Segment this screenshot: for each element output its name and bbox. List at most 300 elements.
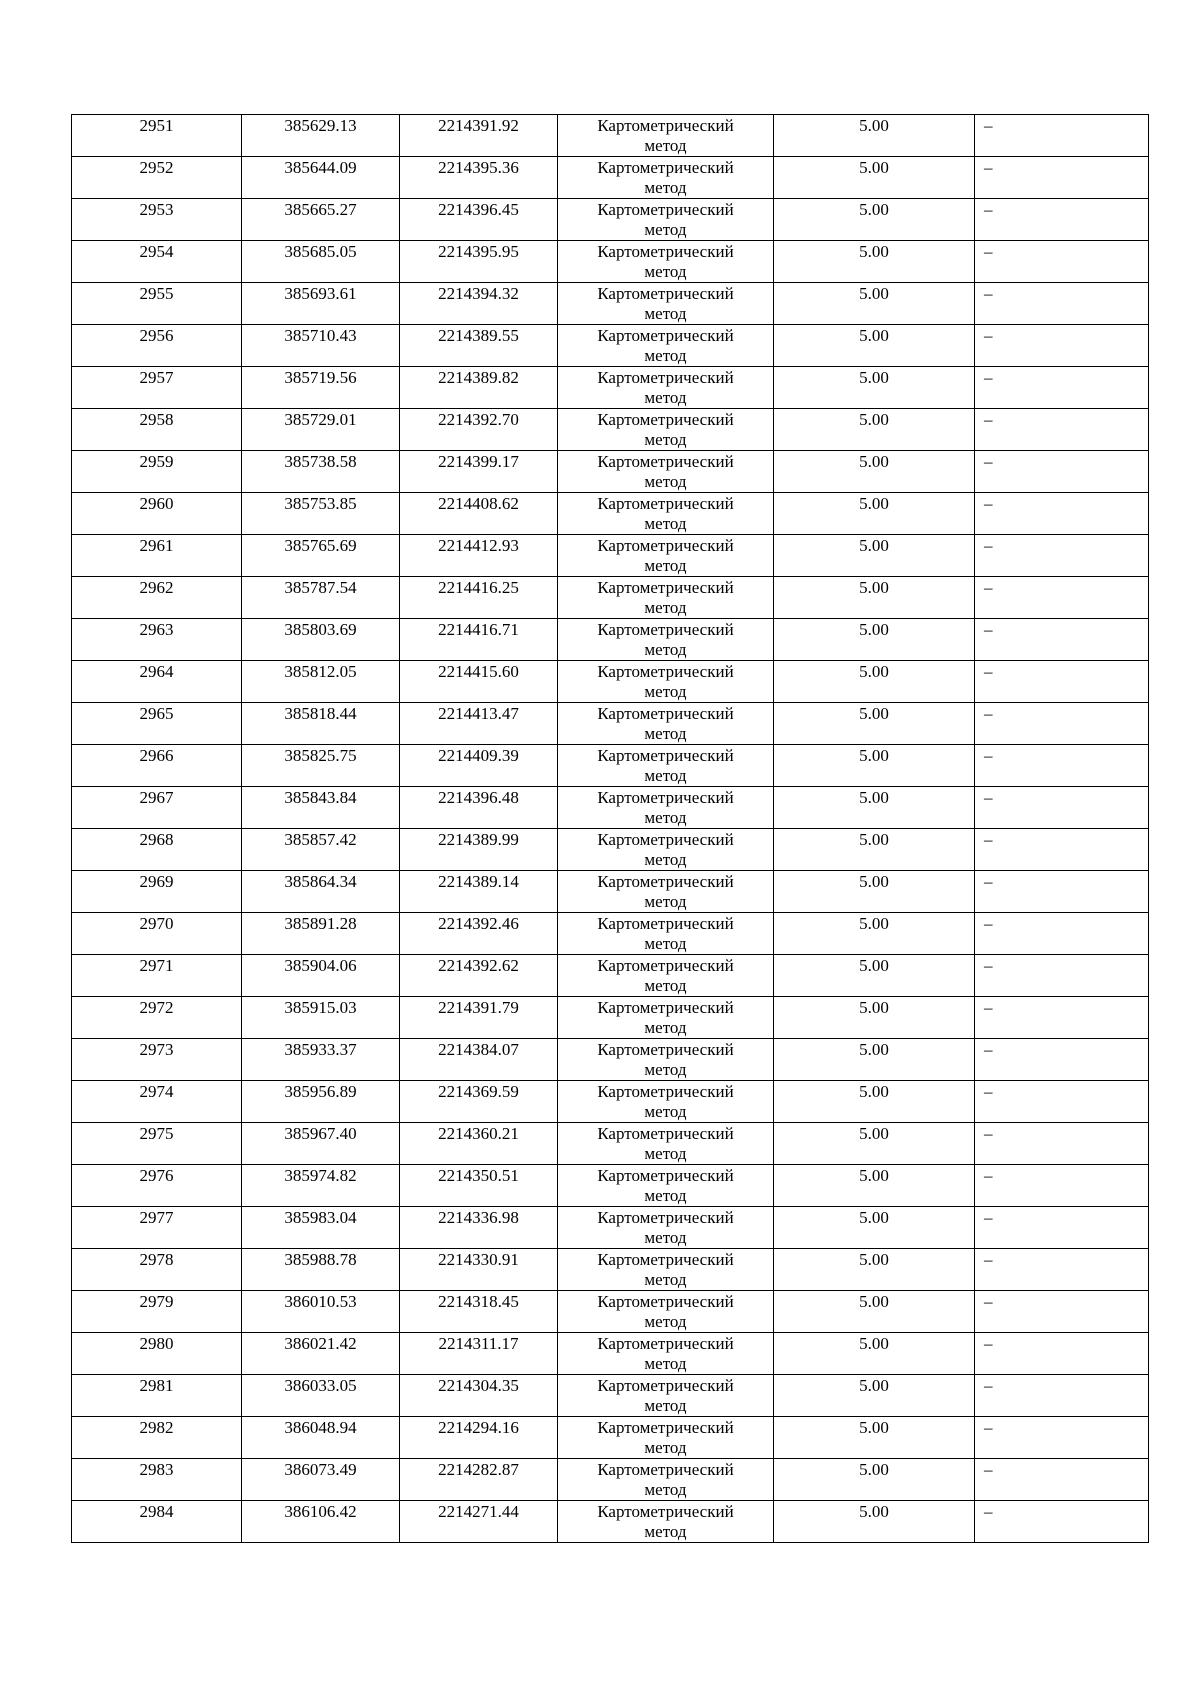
table-row xyxy=(72,367,1149,409)
y-coordinate-cell xyxy=(400,1165,558,1207)
y-value: 2214350.51 xyxy=(438,1166,519,1185)
y-value: 2214360.21 xyxy=(438,1124,519,1143)
y-coordinate-cell xyxy=(400,829,558,871)
method-cell xyxy=(558,955,774,997)
point-number-cell xyxy=(72,1459,242,1501)
method-text: метод xyxy=(644,808,687,827)
x-coordinate-cell xyxy=(242,913,400,955)
y-coordinate-cell xyxy=(400,199,558,241)
note-value: – xyxy=(984,1250,993,1269)
method-text: метод xyxy=(644,220,687,239)
y-coordinate-cell xyxy=(400,619,558,661)
accuracy-cell xyxy=(774,1123,975,1165)
y-coordinate-cell xyxy=(400,451,558,493)
method-cell xyxy=(558,871,774,913)
method-text: Картометрический xyxy=(597,956,734,975)
note-value: – xyxy=(984,116,993,135)
note-cell xyxy=(975,829,1149,871)
point-number-cell xyxy=(72,619,242,661)
accuracy-value: 5.00 xyxy=(859,1040,889,1059)
x-coordinate-cell xyxy=(242,661,400,703)
x-coordinate-cell xyxy=(242,535,400,577)
method-cell xyxy=(558,535,774,577)
point-number-cell xyxy=(72,1123,242,1165)
method-text: Картометрический xyxy=(597,578,734,597)
table-row xyxy=(72,1165,1149,1207)
method-text: метод xyxy=(644,1522,687,1541)
n-value: 2973 xyxy=(139,1040,174,1059)
method-text: метод xyxy=(644,1438,687,1457)
method-cell xyxy=(558,1501,774,1543)
table-row xyxy=(72,325,1149,367)
y-coordinate-cell xyxy=(400,1207,558,1249)
point-number-cell xyxy=(72,157,242,199)
note-value: – xyxy=(984,998,993,1017)
x-value: 385857.42 xyxy=(284,830,357,849)
method-text: Картометрический xyxy=(597,1502,734,1521)
x-value: 385864.34 xyxy=(284,872,357,891)
method-text: Картометрический xyxy=(597,1376,734,1395)
method-cell xyxy=(558,619,774,661)
table-row xyxy=(72,1333,1149,1375)
point-number-cell xyxy=(72,1417,242,1459)
point-number-cell xyxy=(72,1249,242,1291)
x-coordinate-cell xyxy=(242,787,400,829)
point-number-cell xyxy=(72,829,242,871)
accuracy-cell xyxy=(774,1165,975,1207)
table-row xyxy=(72,1039,1149,1081)
n-value: 2977 xyxy=(139,1208,174,1227)
method-text: метод xyxy=(644,178,687,197)
accuracy-cell xyxy=(774,535,975,577)
x-value: 385956.89 xyxy=(284,1082,357,1101)
note-cell xyxy=(975,115,1149,157)
note-cell xyxy=(975,619,1149,661)
table-row xyxy=(72,661,1149,703)
method-text: метод xyxy=(644,640,687,659)
note-cell xyxy=(975,409,1149,451)
accuracy-cell xyxy=(774,829,975,871)
y-value: 2214369.59 xyxy=(438,1082,519,1101)
accuracy-value: 5.00 xyxy=(859,1502,889,1521)
point-number-cell xyxy=(72,199,242,241)
table-row xyxy=(72,997,1149,1039)
table-row xyxy=(72,199,1149,241)
method-cell xyxy=(558,1249,774,1291)
accuracy-cell xyxy=(774,1417,975,1459)
point-number-cell xyxy=(72,1039,242,1081)
accuracy-cell xyxy=(774,157,975,199)
note-value: – xyxy=(984,1502,993,1521)
note-cell xyxy=(975,1249,1149,1291)
table-body xyxy=(72,115,1149,1543)
x-coordinate-cell xyxy=(242,1081,400,1123)
y-coordinate-cell xyxy=(400,745,558,787)
x-value: 385665.27 xyxy=(284,200,357,219)
accuracy-value: 5.00 xyxy=(859,1376,889,1395)
n-value: 2984 xyxy=(139,1502,174,1521)
y-value: 2214336.98 xyxy=(438,1208,519,1227)
x-value: 386010.53 xyxy=(284,1292,357,1311)
method-text: метод xyxy=(644,304,687,323)
method-text: метод xyxy=(644,388,687,407)
method-text: метод xyxy=(644,1018,687,1037)
x-coordinate-cell xyxy=(242,1039,400,1081)
note-cell xyxy=(975,577,1149,619)
note-value: – xyxy=(984,1082,993,1101)
n-value: 2981 xyxy=(139,1376,174,1395)
method-cell xyxy=(558,1207,774,1249)
table-row xyxy=(72,1249,1149,1291)
x-value: 385891.28 xyxy=(284,914,357,933)
y-coordinate-cell xyxy=(400,1081,558,1123)
accuracy-cell xyxy=(774,493,975,535)
note-value: – xyxy=(984,1460,993,1479)
y-coordinate-cell xyxy=(400,1333,558,1375)
x-coordinate-cell xyxy=(242,745,400,787)
table-row xyxy=(72,115,1149,157)
n-value: 2956 xyxy=(139,326,174,345)
method-cell xyxy=(558,283,774,325)
accuracy-cell xyxy=(774,115,975,157)
method-text: метод xyxy=(644,1102,687,1121)
method-text: Картометрический xyxy=(597,116,734,135)
y-value: 2214389.55 xyxy=(438,326,519,345)
n-value: 2971 xyxy=(139,956,174,975)
table-row xyxy=(72,955,1149,997)
method-text: метод xyxy=(644,766,687,785)
method-cell xyxy=(558,199,774,241)
accuracy-cell xyxy=(774,325,975,367)
table-row xyxy=(72,703,1149,745)
point-number-cell xyxy=(72,115,242,157)
y-value: 2214389.14 xyxy=(438,872,519,891)
x-value: 385818.44 xyxy=(284,704,357,723)
y-coordinate-cell xyxy=(400,409,558,451)
method-cell xyxy=(558,913,774,955)
note-cell xyxy=(975,283,1149,325)
y-coordinate-cell xyxy=(400,955,558,997)
accuracy-value: 5.00 xyxy=(859,620,889,639)
note-cell xyxy=(975,997,1149,1039)
note-cell xyxy=(975,1123,1149,1165)
x-coordinate-cell xyxy=(242,577,400,619)
method-text: метод xyxy=(644,1270,687,1289)
accuracy-value: 5.00 xyxy=(859,158,889,177)
accuracy-value: 5.00 xyxy=(859,1418,889,1437)
method-text: Картометрический xyxy=(597,326,734,345)
method-text: метод xyxy=(644,430,687,449)
note-cell xyxy=(975,199,1149,241)
accuracy-cell xyxy=(774,1333,975,1375)
x-value: 386021.42 xyxy=(284,1334,357,1353)
method-cell xyxy=(558,367,774,409)
x-value: 385719.56 xyxy=(284,368,357,387)
accuracy-value: 5.00 xyxy=(859,410,889,429)
note-value: – xyxy=(984,704,993,723)
method-cell xyxy=(558,1375,774,1417)
y-value: 2214391.79 xyxy=(438,998,519,1017)
accuracy-value: 5.00 xyxy=(859,830,889,849)
note-value: – xyxy=(984,410,993,429)
method-text: Картометрический xyxy=(597,452,734,471)
accuracy-cell xyxy=(774,199,975,241)
table-row xyxy=(72,451,1149,493)
note-cell xyxy=(975,1501,1149,1543)
note-cell xyxy=(975,157,1149,199)
point-number-cell xyxy=(72,1375,242,1417)
x-coordinate-cell xyxy=(242,1207,400,1249)
x-value: 385967.40 xyxy=(284,1124,357,1143)
y-coordinate-cell xyxy=(400,871,558,913)
note-cell xyxy=(975,493,1149,535)
method-text: Картометрический xyxy=(597,1418,734,1437)
method-cell xyxy=(558,409,774,451)
table-row xyxy=(72,913,1149,955)
method-text: Картометрический xyxy=(597,1082,734,1101)
y-value: 2214311.17 xyxy=(438,1334,519,1353)
method-text: метод xyxy=(644,1396,687,1415)
note-value: – xyxy=(984,1124,993,1143)
note-value: – xyxy=(984,326,993,345)
note-value: – xyxy=(984,1418,993,1437)
y-value: 2214384.07 xyxy=(438,1040,519,1059)
y-value: 2214416.25 xyxy=(438,578,519,597)
n-value: 2974 xyxy=(139,1082,174,1101)
x-coordinate-cell xyxy=(242,157,400,199)
x-coordinate-cell xyxy=(242,241,400,283)
table-row xyxy=(72,493,1149,535)
accuracy-cell xyxy=(774,1039,975,1081)
y-coordinate-cell xyxy=(400,241,558,283)
x-coordinate-cell xyxy=(242,493,400,535)
n-value: 2962 xyxy=(139,578,174,597)
n-value: 2953 xyxy=(139,200,174,219)
note-cell xyxy=(975,1375,1149,1417)
method-text: метод xyxy=(644,976,687,995)
table-row xyxy=(72,577,1149,619)
table-row xyxy=(72,619,1149,661)
table-row xyxy=(72,1207,1149,1249)
y-coordinate-cell xyxy=(400,661,558,703)
accuracy-cell xyxy=(774,703,975,745)
table-row xyxy=(72,871,1149,913)
accuracy-value: 5.00 xyxy=(859,1166,889,1185)
point-number-cell xyxy=(72,703,242,745)
point-number-cell xyxy=(72,1333,242,1375)
method-cell xyxy=(558,1417,774,1459)
y-coordinate-cell xyxy=(400,157,558,199)
note-value: – xyxy=(984,284,993,303)
y-value: 2214391.92 xyxy=(438,116,519,135)
x-coordinate-cell xyxy=(242,325,400,367)
method-text: Картометрический xyxy=(597,872,734,891)
y-coordinate-cell xyxy=(400,787,558,829)
accuracy-cell xyxy=(774,1291,975,1333)
x-value: 386033.05 xyxy=(284,1376,357,1395)
accuracy-value: 5.00 xyxy=(859,1208,889,1227)
method-text: Картометрический xyxy=(597,830,734,849)
note-value: – xyxy=(984,788,993,807)
n-value: 2967 xyxy=(139,788,174,807)
method-text: Картометрический xyxy=(597,620,734,639)
accuracy-value: 5.00 xyxy=(859,1250,889,1269)
method-text: метод xyxy=(644,346,687,365)
accuracy-value: 5.00 xyxy=(859,1460,889,1479)
n-value: 2964 xyxy=(139,662,174,681)
y-coordinate-cell xyxy=(400,1417,558,1459)
x-value: 385710.43 xyxy=(284,326,357,345)
note-cell xyxy=(975,1207,1149,1249)
y-value: 2214389.99 xyxy=(438,830,519,849)
table-row xyxy=(72,745,1149,787)
accuracy-value: 5.00 xyxy=(859,200,889,219)
x-value: 385825.75 xyxy=(284,746,357,765)
note-value: – xyxy=(984,914,993,933)
note-value: – xyxy=(984,368,993,387)
method-text: метод xyxy=(644,1480,687,1499)
y-coordinate-cell xyxy=(400,1123,558,1165)
method-cell xyxy=(558,997,774,1039)
method-cell xyxy=(558,703,774,745)
y-value: 2214395.95 xyxy=(438,242,519,261)
point-number-cell xyxy=(72,871,242,913)
point-number-cell xyxy=(72,409,242,451)
method-text: Картометрический xyxy=(597,200,734,219)
y-value: 2214396.48 xyxy=(438,788,519,807)
accuracy-cell xyxy=(774,241,975,283)
note-value: – xyxy=(984,830,993,849)
x-value: 385685.05 xyxy=(284,242,357,261)
note-cell xyxy=(975,1081,1149,1123)
method-text: метод xyxy=(644,472,687,491)
method-text: Картометрический xyxy=(597,746,734,765)
method-text: Картометрический xyxy=(597,1334,734,1353)
accuracy-value: 5.00 xyxy=(859,1292,889,1311)
method-cell xyxy=(558,241,774,283)
note-cell xyxy=(975,1165,1149,1207)
note-cell xyxy=(975,745,1149,787)
accuracy-cell xyxy=(774,871,975,913)
accuracy-value: 5.00 xyxy=(859,242,889,261)
note-cell xyxy=(975,913,1149,955)
x-value: 385974.82 xyxy=(284,1166,357,1185)
accuracy-cell xyxy=(774,1207,975,1249)
note-value: – xyxy=(984,1208,993,1227)
method-text: метод xyxy=(644,892,687,911)
method-text: метод xyxy=(644,850,687,869)
x-coordinate-cell xyxy=(242,451,400,493)
accuracy-cell xyxy=(774,955,975,997)
y-value: 2214399.17 xyxy=(438,452,519,471)
method-cell xyxy=(558,1291,774,1333)
method-text: метод xyxy=(644,556,687,575)
note-value: – xyxy=(984,1292,993,1311)
n-value: 2952 xyxy=(139,158,174,177)
x-value: 386106.42 xyxy=(284,1502,357,1521)
n-value: 2955 xyxy=(139,284,174,303)
point-number-cell xyxy=(72,325,242,367)
method-text: Картометрический xyxy=(597,662,734,681)
method-cell xyxy=(558,1165,774,1207)
accuracy-cell xyxy=(774,1501,975,1543)
x-value: 385915.03 xyxy=(284,998,357,1017)
accuracy-cell xyxy=(774,409,975,451)
method-cell xyxy=(558,157,774,199)
n-value: 2961 xyxy=(139,536,174,555)
x-value: 385988.78 xyxy=(284,1250,357,1269)
note-cell xyxy=(975,871,1149,913)
y-coordinate-cell xyxy=(400,535,558,577)
n-value: 2966 xyxy=(139,746,174,765)
accuracy-value: 5.00 xyxy=(859,914,889,933)
accuracy-value: 5.00 xyxy=(859,956,889,975)
note-value: – xyxy=(984,956,993,975)
x-coordinate-cell xyxy=(242,703,400,745)
method-text: Картометрический xyxy=(597,1040,734,1059)
x-coordinate-cell xyxy=(242,997,400,1039)
x-coordinate-cell xyxy=(242,1501,400,1543)
note-cell xyxy=(975,1417,1149,1459)
accuracy-value: 5.00 xyxy=(859,326,889,345)
x-value: 385693.61 xyxy=(284,284,357,303)
n-value: 2951 xyxy=(139,116,174,135)
method-text: Картометрический xyxy=(597,494,734,513)
point-number-cell xyxy=(72,955,242,997)
table-row xyxy=(72,1459,1149,1501)
coordinates-table xyxy=(71,114,1149,1543)
note-cell xyxy=(975,661,1149,703)
note-cell xyxy=(975,1039,1149,1081)
x-coordinate-cell xyxy=(242,283,400,325)
y-coordinate-cell xyxy=(400,1501,558,1543)
n-value: 2963 xyxy=(139,620,174,639)
note-value: – xyxy=(984,452,993,471)
method-text: метод xyxy=(644,1312,687,1331)
method-text: Картометрический xyxy=(597,158,734,177)
point-number-cell xyxy=(72,493,242,535)
y-coordinate-cell xyxy=(400,1249,558,1291)
accuracy-cell xyxy=(774,1081,975,1123)
point-number-cell xyxy=(72,1291,242,1333)
x-value: 385812.05 xyxy=(284,662,357,681)
note-value: – xyxy=(984,1166,993,1185)
n-value: 2975 xyxy=(139,1124,174,1143)
accuracy-cell xyxy=(774,913,975,955)
n-value: 2978 xyxy=(139,1250,174,1269)
method-text: Картометрический xyxy=(597,1166,734,1185)
n-value: 2972 xyxy=(139,998,174,1017)
y-coordinate-cell xyxy=(400,703,558,745)
method-text: метод xyxy=(644,514,687,533)
note-cell xyxy=(975,1291,1149,1333)
point-number-cell xyxy=(72,1165,242,1207)
x-value: 386048.94 xyxy=(284,1418,357,1437)
x-value: 385753.85 xyxy=(284,494,357,513)
table-row xyxy=(72,829,1149,871)
method-cell xyxy=(558,451,774,493)
n-value: 2957 xyxy=(139,368,174,387)
table-row xyxy=(72,409,1149,451)
method-text: Картометрический xyxy=(597,704,734,723)
x-value: 385787.54 xyxy=(284,578,357,597)
accuracy-value: 5.00 xyxy=(859,452,889,471)
y-value: 2214415.60 xyxy=(438,662,519,681)
accuracy-value: 5.00 xyxy=(859,872,889,891)
method-cell xyxy=(558,1123,774,1165)
note-value: – xyxy=(984,620,993,639)
x-coordinate-cell xyxy=(242,1123,400,1165)
